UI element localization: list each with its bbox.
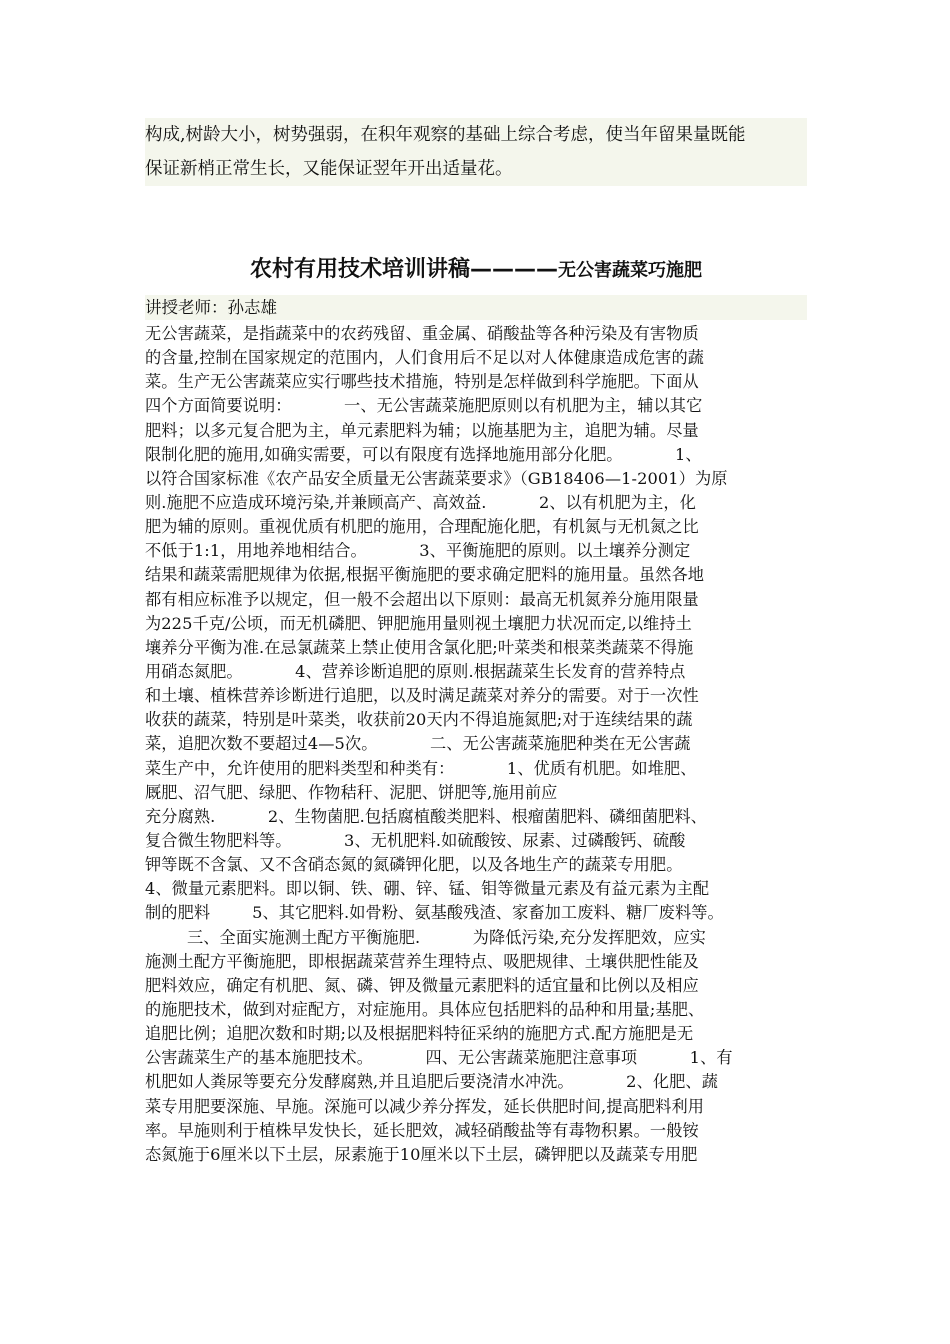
body-line: 钾等既不含氯、又不含硝态氮的氮磷钾化肥，以及各地生产的蔬菜专用肥。 (145, 855, 683, 875)
body-line: 收获的蔬菜，特别是叶菜类，收获前20天内不得追施氮肥;对于连续结果的蔬 (145, 710, 693, 730)
body-line: 的含量,控制在国家规定的范围内，人们食用后不足以对人体健康造成危害的蔬 (145, 348, 705, 368)
body-line: 机肥如人粪尿等要充分发酵腐熟,并且追肥后要浇清水冲洗。 2、化肥、蔬 (145, 1072, 719, 1092)
body-line: 三、全面实施测土配方平衡施肥. 为降低污染,充分发挥肥效，应实 (145, 927, 706, 947)
author-line: 讲授老师：孙志雄 (145, 295, 807, 320)
body-line: 复合微生物肥料等。 3、无机肥料.如硫酸铵、尿素、过磷酸钙、硫酸 (145, 830, 686, 850)
body-line: 菜生产中，允许使用的肥料类型和种类有： 1、优质有机肥。如堆肥、 (145, 758, 697, 778)
body-line: 的施肥技术，做到对症配方，对症施用。具体应包括肥料的品种和用量;基肥、 (145, 999, 705, 1019)
body-line: 不低于1:1，用地养地相结合。 3、平衡施肥的原则。以土壤养分测定 (145, 541, 691, 561)
body-line: 厩肥、沼气肥、绿肥、作物秸秆、泥肥、饼肥等,施用前应 (145, 782, 558, 802)
body-line: 以符合国家标准《农产品安全质量无公害蔬菜要求》（GB18406—1-2001）为原 (145, 468, 728, 488)
body-line: 菜，追肥次数不要超过4—5次。 二、无公害蔬菜施肥种类在无公害蔬 (145, 734, 691, 754)
body-line: 菜。生产无公害蔬菜应实行哪些技术措施，特别是怎样做到科学施肥。下面从 (145, 372, 699, 392)
body-line: 无公害蔬菜，是指蔬菜中的农药残留、重金属、硝酸盐等各种污染及有害物质 (145, 324, 699, 343)
body-line: 4、微量元素肥料。即以铜、铁、硼、锌、锰、钼等微量元素及有益元素为主配 (145, 879, 710, 899)
body-line: 都有相应标准予以规定，但一般不会超出以下原则：最高无机氮养分施用限量 (145, 589, 699, 609)
article-body (145, 322, 817, 1167)
body-line: 为225千克/公顷，而无机磷肥、钾肥施用量则视土壤肥力状况而定,以维持土 (145, 613, 692, 633)
body-line: 肥为辅的原则。重视优质有机肥的施用，合理配施化肥，有机氮与无机氮之比 (145, 517, 699, 537)
body-line: 施测土配方平衡施肥，即根据蔬菜营养生理特点、吸肥规律、土壤供肥性能及 (145, 951, 699, 971)
fragment-line: 保证新梢正常生长，又能保证翌年开出适量花。 (145, 159, 513, 179)
body-line: 态氮施于6厘米以下土层，尿素施于10厘米以下土层，磷钾肥以及蔬菜专用肥 (145, 1144, 698, 1164)
fragment-line: 构成,树龄大小，树势强弱，在积年观察的基础上综合考虑，使当年留果量既能 (145, 125, 746, 145)
title-subtitle: 无公害蔬菜巧施肥 (558, 260, 702, 281)
body-line: 追肥比例；追肥次数和时期;以及根据肥料特征采纳的施肥方式.配方施肥是无 (145, 1024, 694, 1044)
body-line: 肥料效应，确定有机肥、氮、磷、钾及微量元素肥料的适宜量和比例以及相应 (145, 975, 699, 995)
title-main: 农村有用技术培训讲稿———— (249, 257, 558, 282)
body-line: 壤养分平衡为准.在忌氯蔬菜上禁止使用含氯化肥;叶菜类和根菜类蔬菜不得施 (145, 637, 694, 657)
body-line: 公害蔬菜生产的基本施肥技术。 四、无公害蔬菜施肥注意事项 1、有 (145, 1048, 733, 1068)
previous-section-fragment (145, 118, 807, 186)
body-line: 肥料；以多元复合肥为主，单元素肥料为辅；以施基肥为主，追肥为辅。尽量 (145, 420, 699, 440)
body-line: 充分腐熟. 2、生物菌肥.包括腐植酸类肥料、根瘤菌肥料、磷细菌肥料、 (145, 806, 707, 826)
body-line: 用硝态氮肥。 4、营养诊断追肥的原则.根据蔬菜生长发育的营养特点 (145, 661, 686, 681)
body-line: 菜专用肥要深施、早施。深施可以减少养分挥发，延长供肥时间,提高肥料利用 (145, 1096, 705, 1116)
body-line: 制的肥料 5、其它肥料.如骨粉、氨基酸残渣、家畜加工废料、糖厂废料等。 (145, 903, 724, 923)
body-line: 率。早施则利于植株早发快长，延长肥效，减轻硝酸盐等有毒物积累。一般铵 (145, 1120, 699, 1140)
body-line: 结果和蔬菜需肥规律为依据,根据平衡施肥的要求确定肥料的施用量。虽然各地 (145, 565, 705, 585)
body-line: 限制化肥的施用,如确实需要，可以有限度有选择地施用部分化肥。 1、 (145, 444, 702, 464)
body-line: 和土壤、植株营养诊断进行追肥，以及时满足蔬菜对养分的需要。对于一次性 (145, 686, 699, 706)
body-line: 则.施肥不应造成环境污染,并兼顾高产、高效益. 2、以有机肥为主，化 (145, 492, 696, 512)
body-line: 四个方面简要说明： 一、无公害蔬菜施肥原则以有机肥为主，辅以其它 (145, 396, 703, 416)
document-title (145, 252, 807, 283)
